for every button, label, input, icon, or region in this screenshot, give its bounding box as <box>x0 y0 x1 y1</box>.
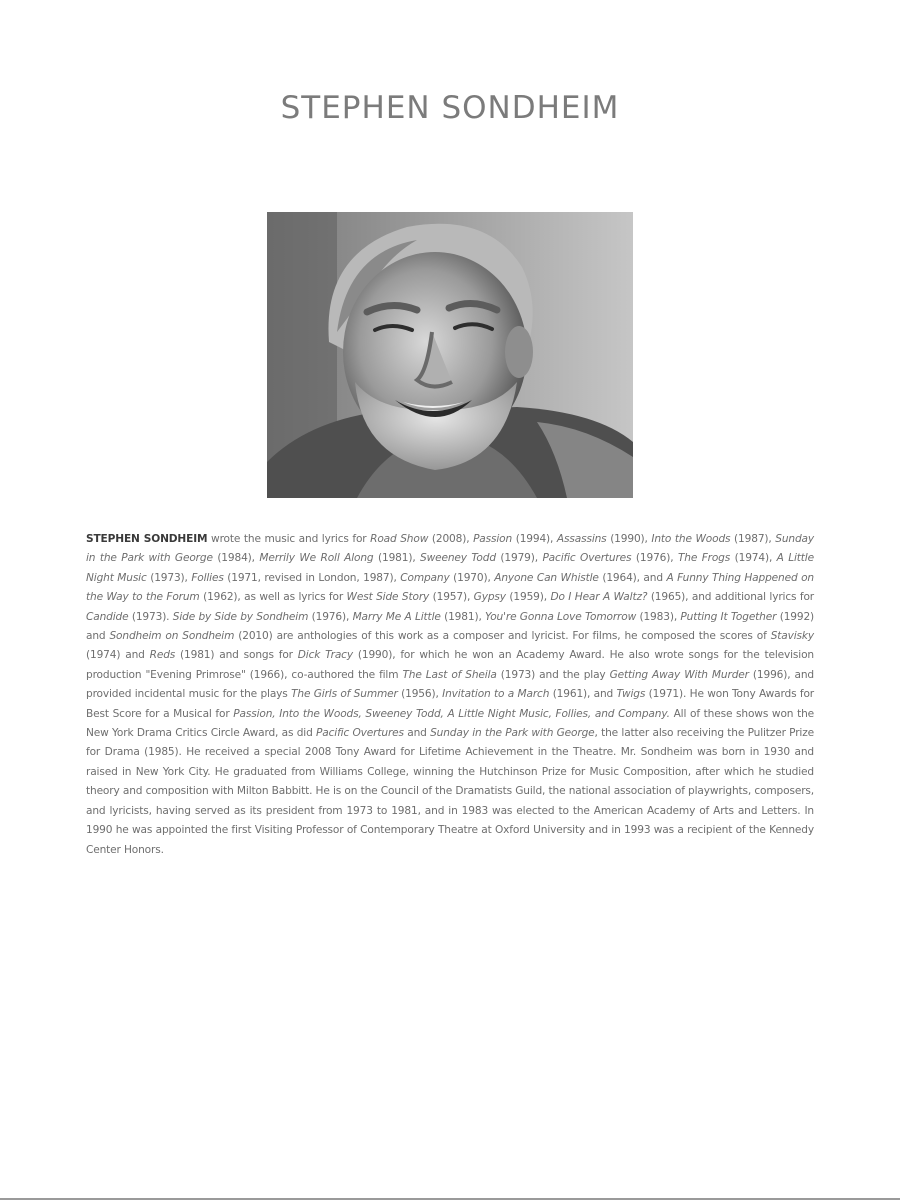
bio-text: (1990), <box>606 533 652 545</box>
bio-text: (1973). <box>128 610 173 623</box>
bio-text: (1990), for which he won an Academy Award. He also wrote songs for the television production "Evening Primrose" (1966), co-authored the film <box>86 649 814 681</box>
bio-work-title: Sweeney Todd <box>420 552 496 565</box>
bio-text: and <box>403 727 431 740</box>
bio-work-title: Marry Me A Little <box>352 610 441 623</box>
bio-work-title: Dick Tracy <box>297 649 353 662</box>
bio-work-title: Invitation to a March <box>442 688 550 701</box>
bio-text: (1984), <box>212 552 260 565</box>
bio-work-title: Pacific Overtures <box>542 552 632 565</box>
bio-work-title: A Funny Thing Happened on the Way to the Forum <box>86 571 814 604</box>
bio-work-title: The Frogs <box>677 552 731 565</box>
bio-text: (1981), <box>373 552 421 565</box>
bio-text: (1994), <box>512 533 557 545</box>
bio-work-title: Passion <box>473 533 513 545</box>
bio-work-title: Putting It Together <box>680 610 777 623</box>
bio-text: , the latter also receiving the Pulitzer Prize for Drama (1985). He received a special 2008 Tony Award for Lifetime Achievement in the Theatre. Mr. Sondheim was born in 1930 and raised in New York City. He graduated from Williams College, winning the Hutchinson Prize for Music Composition, after which he studied theory and composition with Milton Babbitt. He is on the Council of the Dramatists Guild, the national association of playwrights, composers, and lyricists, having served as its president from 1973 to 1981, and in 1983 was elected to the American Academy of Arts and Letters. In 1990 he was appointed the first Visiting Professor of Contemporary Theatre at Oxford University and in 1993 was a recipient of the Kennedy Center Honors. <box>86 727 814 856</box>
bio-work-title: The Girls of Summer <box>291 688 398 701</box>
bio-work-title: Sunday in the Park with George <box>430 727 595 740</box>
bio-text: (1976), <box>308 610 353 623</box>
bio-work-title: Anyone Can Whistle <box>494 571 599 584</box>
bio-work-title: Road Show <box>370 533 429 545</box>
biography-paragraph <box>86 530 814 860</box>
bio-text: (1996), and provided incidental music for the plays <box>86 668 814 701</box>
bio-work-title: A Little Night Music <box>86 552 814 584</box>
bio-text: (1971, revised in London, 1987), <box>223 571 401 584</box>
bio-text: (1981), <box>440 610 486 623</box>
bio-text: (1974) and <box>86 649 150 662</box>
bio-text: (1961), and <box>549 688 617 701</box>
bio-work-title: Company <box>400 571 450 584</box>
bio-text: (1965), and additional lyrics for <box>647 591 814 604</box>
bio-text: (1976), <box>631 552 678 565</box>
bio-work-title: The Last of Sheila <box>402 668 497 681</box>
bio-text: (2010) are anthologies of this work as a composer and lyricist. For films, he composed the scores of <box>234 630 771 643</box>
bio-text: (1964), and <box>598 571 667 584</box>
bio-text: (1973), <box>146 571 192 584</box>
bio-work-title: Stavisky <box>770 630 814 643</box>
page-title: STEPHEN SONDHEIM <box>280 90 620 126</box>
bio-text: (1971). He won Tony Awards for Best Score for a Musical for <box>86 688 814 720</box>
bio-text: (1979), <box>495 552 543 565</box>
bio-text: (1981) and songs for <box>175 649 298 662</box>
bio-text: (2008), <box>428 533 474 545</box>
bio-work-title: Sondheim on Sondheim <box>109 630 235 643</box>
bio-work-title: Candide <box>86 610 129 623</box>
bio-text: (1974), <box>730 552 777 565</box>
bio-work-title: Do I Hear A Waltz? <box>550 591 648 604</box>
bio-text: (1956), <box>397 688 443 701</box>
bio-work-title: You're Gonna Love Tomorrow <box>485 610 637 623</box>
bio-work-title: Reds <box>149 649 176 662</box>
bio-lead-name: STEPHEN SONDHEIM <box>86 533 208 545</box>
bio-text: wrote the music and lyrics for <box>207 533 371 545</box>
bio-text: All of these shows won the New York Drama Critics Circle Award, as did <box>86 707 815 740</box>
bio-text: (1992) and <box>86 610 815 643</box>
bio-work-title: West Side Story <box>346 591 430 604</box>
bio-work-title: Side by Side by Sondheim <box>172 610 309 623</box>
bio-text: (1962), as well as lyrics for <box>199 591 347 604</box>
bio-text: (1973) and the play <box>496 668 610 681</box>
bio-work-title: Assassins <box>556 533 607 545</box>
bio-text: (1983), <box>636 610 681 623</box>
bio-work-title: Gypsy <box>473 591 506 604</box>
bio-text: (1957), <box>429 591 474 604</box>
bio-work-title: Merrily We Roll Along <box>259 552 374 565</box>
bio-text: (1987), <box>730 533 776 545</box>
bio-work-title: Into the Woods <box>651 533 731 545</box>
bio-work-title: Pacific Overtures <box>316 727 404 740</box>
bio-text: (1959), <box>505 591 551 604</box>
bio-text: (1970), <box>449 571 495 584</box>
bio-work-title: Getting Away With Murder <box>609 668 749 681</box>
bio-work-title: Sunday in the Park with George <box>86 533 814 565</box>
bio-work-title: Twigs <box>616 688 646 701</box>
bio-work-title: Passion, Into the Woods, Sweeney Todd, A Little Night Music, Follies, and Company. <box>233 707 670 720</box>
portrait-photo <box>267 212 633 498</box>
bio-work-title: Follies <box>191 571 224 584</box>
